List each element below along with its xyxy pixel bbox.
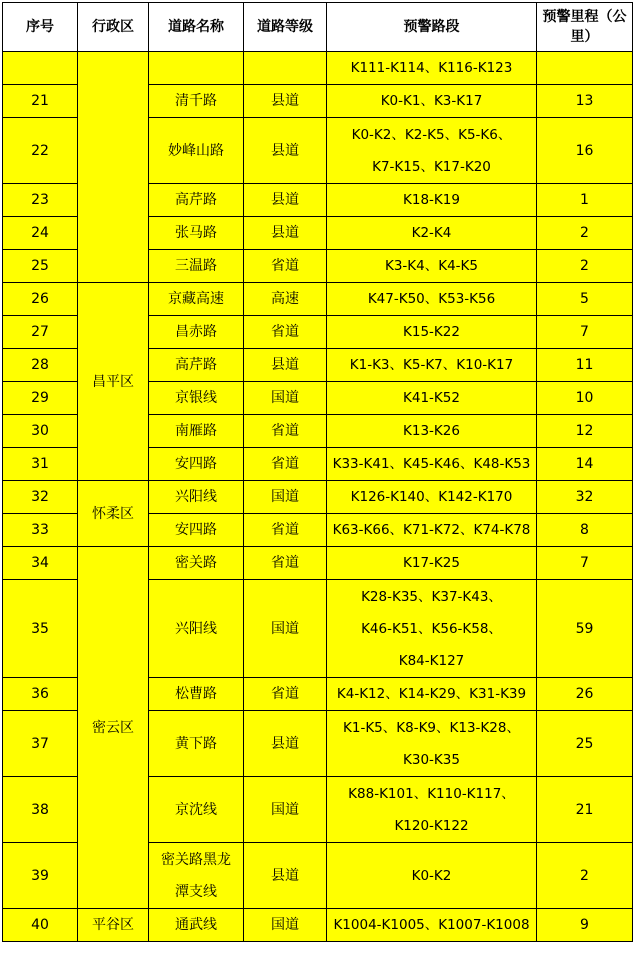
row-no: 39	[3, 843, 78, 909]
table-row	[3, 909, 633, 942]
row-no: 23	[3, 184, 78, 217]
segment-line: K1004-K1005、K1007-K1008	[333, 917, 530, 933]
row-no: 32	[3, 481, 78, 514]
segment-line: K2-K4	[411, 225, 452, 241]
row-no: 35	[3, 580, 78, 678]
road-name	[149, 52, 244, 85]
warning-segments	[327, 415, 537, 448]
row-no: 29	[3, 382, 78, 415]
warning-mileage: 25	[537, 711, 633, 777]
road-grade: 县道	[244, 711, 327, 777]
segment-line: K120-K122	[394, 817, 469, 834]
segment-line: K0-K2、K2-K5、K5-K6、	[351, 126, 512, 143]
road-grade	[244, 52, 327, 85]
segment-line: K13-K26	[403, 423, 460, 439]
road-name: 兴阳线	[149, 580, 244, 678]
road-grade: 省道	[244, 250, 327, 283]
road-grade: 省道	[244, 316, 327, 349]
warning-segments	[327, 217, 537, 250]
segment-line: K41-K52	[403, 390, 460, 406]
road-name: 京藏高速	[149, 283, 244, 316]
road-name: 张马路	[149, 217, 244, 250]
segment-line: K47-K50、K53-K56	[367, 291, 496, 307]
road-name: 清千路	[149, 85, 244, 118]
warning-mileage: 26	[537, 678, 633, 711]
segment-line: K126-K140、K142-K170	[350, 489, 513, 505]
warning-segments	[327, 85, 537, 118]
road-name: 高芹路	[149, 184, 244, 217]
road-grade: 省道	[244, 415, 327, 448]
segment-line: K0-K1、K3-K17	[380, 93, 483, 109]
warning-segments	[327, 283, 537, 316]
road-name: 京银线	[149, 382, 244, 415]
road-name: 高芹路	[149, 349, 244, 382]
row-no: 27	[3, 316, 78, 349]
road-grade: 国道	[244, 481, 327, 514]
table-row	[3, 481, 633, 514]
segment-line: K4-K12、K14-K29、K31-K39	[336, 686, 527, 702]
road-name: 密关路黑龙潭支线	[149, 843, 244, 909]
warning-mileage: 21	[537, 777, 633, 843]
road-name: 昌赤路	[149, 316, 244, 349]
warning-mileage: 59	[537, 580, 633, 678]
road-grade: 县道	[244, 85, 327, 118]
road-grade: 省道	[244, 547, 327, 580]
warning-mileage: 14	[537, 448, 633, 481]
row-no: 31	[3, 448, 78, 481]
header-road-grade: 道路等级	[244, 3, 327, 52]
road-grade: 国道	[244, 909, 327, 942]
road-name: 安四路	[149, 514, 244, 547]
row-no: 37	[3, 711, 78, 777]
road-name: 南雁路	[149, 415, 244, 448]
row-no: 22	[3, 118, 78, 184]
district-cell: 平谷区	[78, 909, 149, 942]
segment-line: K3-K4、K4-K5	[384, 258, 478, 274]
warning-segments	[327, 448, 537, 481]
table-row	[3, 52, 633, 85]
warning-mileage: 1	[537, 184, 633, 217]
warning-segments	[327, 52, 537, 85]
warning-mileage	[537, 52, 633, 85]
road-grade: 省道	[244, 678, 327, 711]
warning-segments	[327, 514, 537, 547]
warning-mileage: 2	[537, 843, 633, 909]
warning-mileage: 5	[537, 283, 633, 316]
warning-mileage: 7	[537, 547, 633, 580]
row-no: 26	[3, 283, 78, 316]
row-no: 40	[3, 909, 78, 942]
row-no: 38	[3, 777, 78, 843]
warning-mileage: 9	[537, 909, 633, 942]
road-grade: 县道	[244, 843, 327, 909]
warning-mileage: 11	[537, 349, 633, 382]
road-name: 安四路	[149, 448, 244, 481]
segment-line: K63-K66、K71-K72、K74-K78	[332, 522, 531, 538]
row-no: 36	[3, 678, 78, 711]
warning-mileage: 13	[537, 85, 633, 118]
road-grade: 省道	[244, 448, 327, 481]
warning-segments	[327, 580, 537, 678]
row-no: 25	[3, 250, 78, 283]
warning-segments	[327, 184, 537, 217]
table-row	[3, 547, 633, 580]
warning-mileage: 2	[537, 217, 633, 250]
road-grade: 国道	[244, 777, 327, 843]
warning-segments	[327, 547, 537, 580]
header-district: 行政区	[78, 3, 149, 52]
segment-line: K15-K22	[403, 324, 460, 340]
segment-line: K30-K35	[403, 751, 460, 768]
road-grade: 县道	[244, 217, 327, 250]
warning-segments	[327, 316, 537, 349]
header-mileage: 预警里程（公里）	[537, 3, 633, 52]
district-cell	[78, 52, 149, 283]
warning-segments	[327, 118, 537, 184]
row-no: 28	[3, 349, 78, 382]
table-row	[3, 283, 633, 316]
road-warning-table	[2, 2, 633, 942]
segment-line: K18-K19	[403, 192, 460, 208]
road-grade: 县道	[244, 184, 327, 217]
segment-line: K28-K35、K37-K43、	[361, 588, 502, 605]
road-grade: 高速	[244, 283, 327, 316]
warning-segments	[327, 777, 537, 843]
warning-segments	[327, 843, 537, 909]
warning-mileage: 2	[537, 250, 633, 283]
road-name: 黄下路	[149, 711, 244, 777]
row-no: 30	[3, 415, 78, 448]
segment-line: K88-K101、K110-K117、	[348, 785, 515, 802]
road-name: 妙峰山路	[149, 118, 244, 184]
segment-line: K0-K2	[411, 867, 452, 884]
segment-line: K33-K41、K45-K46、K48-K53	[332, 456, 531, 472]
warning-mileage: 7	[537, 316, 633, 349]
segment-line: K1-K3、K5-K7、K10-K17	[349, 357, 514, 373]
warning-segments	[327, 382, 537, 415]
road-grade: 国道	[244, 382, 327, 415]
segment-line: K17-K25	[403, 555, 460, 571]
road-name: 京沈线	[149, 777, 244, 843]
road-grade: 省道	[244, 514, 327, 547]
row-no: 24	[3, 217, 78, 250]
warning-segments	[327, 909, 537, 942]
row-no: 21	[3, 85, 78, 118]
segment-line: K84-K127	[398, 652, 465, 669]
warning-segments	[327, 250, 537, 283]
table-body	[3, 52, 633, 942]
warning-segments	[327, 678, 537, 711]
warning-mileage: 10	[537, 382, 633, 415]
warning-mileage: 16	[537, 118, 633, 184]
header-road-name: 道路名称	[149, 3, 244, 52]
header-row	[3, 3, 633, 52]
warning-segments	[327, 711, 537, 777]
road-name: 通武线	[149, 909, 244, 942]
road-name: 兴阳线	[149, 481, 244, 514]
road-grade: 县道	[244, 349, 327, 382]
road-grade: 县道	[244, 118, 327, 184]
row-no: 34	[3, 547, 78, 580]
road-name: 密关路	[149, 547, 244, 580]
segment-line: K46-K51、K56-K58、	[361, 620, 502, 637]
warning-mileage: 12	[537, 415, 633, 448]
district-cell: 昌平区	[78, 283, 149, 481]
warning-mileage: 32	[537, 481, 633, 514]
segment-line: K7-K15、K17-K20	[372, 158, 491, 175]
road-name: 松曹路	[149, 678, 244, 711]
row-no	[3, 52, 78, 85]
header-segments: 预警路段	[327, 3, 537, 52]
row-no: 33	[3, 514, 78, 547]
warning-mileage: 8	[537, 514, 633, 547]
warning-segments	[327, 349, 537, 382]
district-cell: 密云区	[78, 547, 149, 909]
road-grade: 国道	[244, 580, 327, 678]
header-no: 序号	[3, 3, 78, 52]
district-cell: 怀柔区	[78, 481, 149, 547]
segment-line: K111-K114、K116-K123	[350, 60, 513, 76]
road-name: 三温路	[149, 250, 244, 283]
segment-line: K1-K5、K8-K9、K13-K28、	[343, 719, 520, 736]
warning-segments	[327, 481, 537, 514]
